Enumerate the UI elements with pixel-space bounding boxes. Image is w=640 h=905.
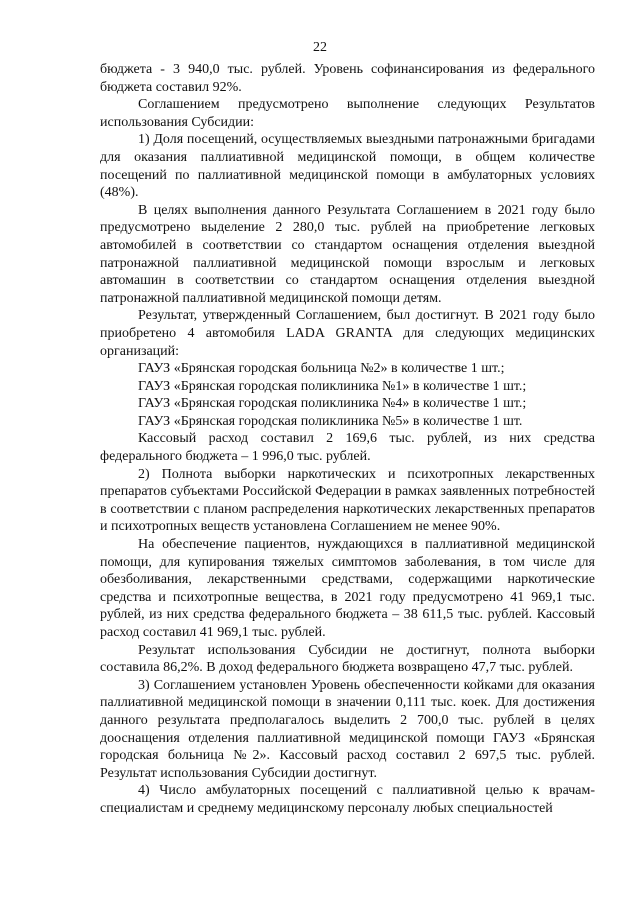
paragraph: бюджета - 3 940,0 тыс. рублей. Уровень софинансирования из федерального бюджета составил 92%. xyxy=(100,62,595,95)
organization-list-item: ГАУЗ «Брянская городская поликлиника №1» в количестве 1 шт.; xyxy=(138,378,527,394)
document-body xyxy=(100,61,595,818)
paragraph: 1) Доля посещений, осуществляемых выездными патронажными бригадами для оказания паллиативной медицинской помощи, в общем количестве посещений по паллиативной медицинской помощи в амбулаторных условиях (48%). xyxy=(100,132,595,201)
paragraph: На обеспечение пациентов, нуждающихся в паллиативной медицинской помощи, для купирования тяжелых симптомов заболевания, в том числе для обезболивания, лекарственными средствами, содержащими наркотические средства и психотропные вещества, в 2021 году предусмотрено 41 969,1 тыс. рублей, из них средства федерального бюджета – 38 611,5 тыс. рублей. Кассовый расход составил 41 969,1 тыс. рублей. xyxy=(100,537,595,640)
paragraph: Кассовый расход составил 2 169,6 тыс. рублей, из них средства федерального бюджета – 1 996,0 тыс. рублей. xyxy=(100,431,595,465)
paragraph: Соглашением предусмотрено выполнение следующих Результатов использования Субсидии: xyxy=(100,97,595,130)
paragraph: Результат использования Субсидии не достигнут, полнота выборки составила 86,2%. В доход федерального бюджета возвращено 47,7 тыс. рублей. xyxy=(100,642,595,676)
paragraph: 2) Полнота выборки наркотических и психотропных лекарственных препаратов субъектами Российской Федерации в рамках заявленных потребностей в соответствии с планом распределения наркотических лекарственных препаратов и психотропных веществ установлена Соглашением не менее 90%. xyxy=(100,466,595,535)
paragraph: В целях выполнения данного Результата Соглашением в 2021 году было предусмотрено выделение 2 280,0 тыс. рублей на приобретение легковых автомобилей в соответствии со стандартом оснащения отделения выездной патронажной паллиативной медицинской помощи взрослым и легковых автомашин в соответствии со стандартом оснащения отделения выездной патронажной паллиативной медицинской помощи детям. xyxy=(100,202,595,306)
organization-list-item: ГАУЗ «Брянская городская больница №2» в количестве 1 шт.; xyxy=(138,361,505,377)
organization-list-item: ГАУЗ «Брянская городская поликлиника №5» в количестве 1 шт. xyxy=(138,413,523,429)
organization-list-item: ГАУЗ «Брянская городская поликлиника №4» в количестве 1 шт.; xyxy=(138,396,527,412)
page-number: 22 xyxy=(313,40,327,55)
paragraph: Результат, утвержденный Соглашением, был достигнут. В 2021 году было приобретено 4 автомобиля LADA GRANTA для следующих медицинских организаций: xyxy=(100,308,595,359)
paragraph: 4) Число амбулаторных посещений с паллиативной целью к врачам-специалистам и среднему медицинскому персоналу любых специальностей xyxy=(100,783,595,816)
paragraph: 3) Соглашением установлен Уровень обеспеченности койками для оказания паллиативной медицинской помощи в значении 0,111 тыс. коек. Для достижения данного результата предполагалось выделить 2 700,0 тыс. рублей в целях дооснащения отделения паллиативной медицинской помощи ГАУЗ «Брянская городская больница №2». Кассовый расход составил 2 697,5 тыс. рублей. Результат использования Субсидии достигнут. xyxy=(100,677,595,781)
